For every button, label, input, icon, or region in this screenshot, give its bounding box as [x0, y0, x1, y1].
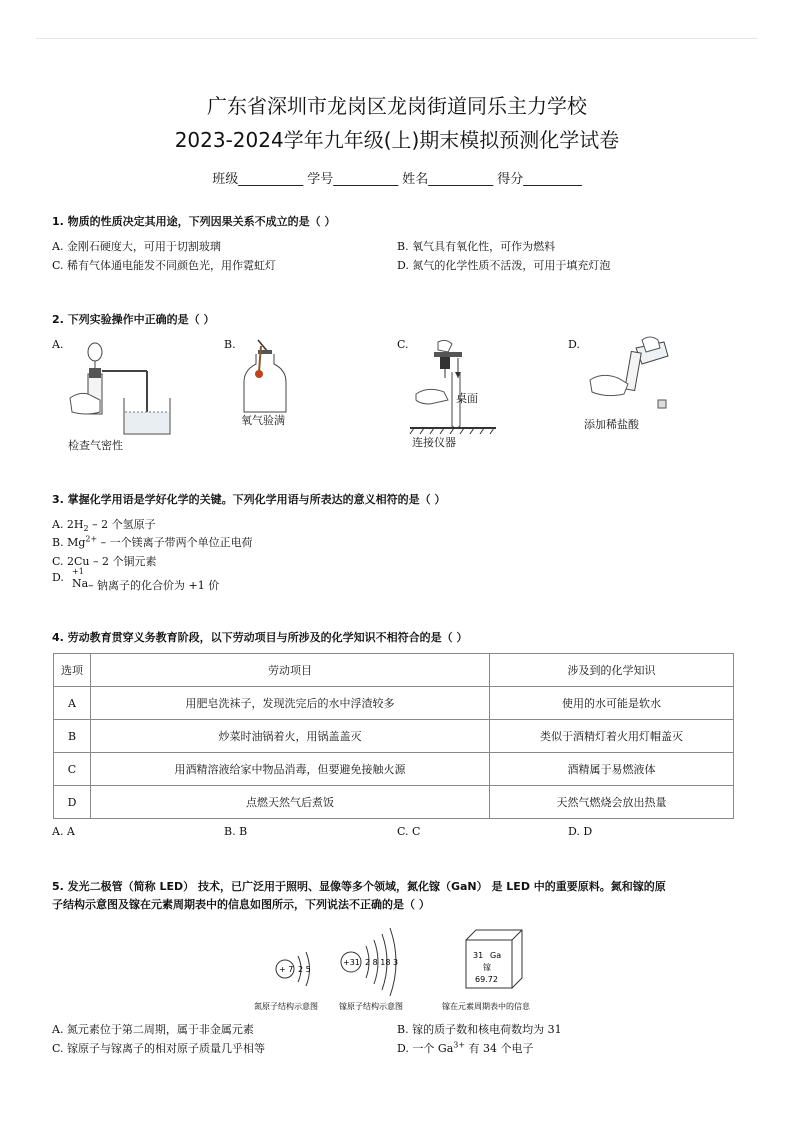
table-cell: 用肥皂洗袜子，发现洗完后的水中浮渣较多	[91, 687, 490, 720]
q3-d-letter: D.	[52, 571, 64, 584]
q1-option-d[interactable]: D. 氮气的化学性质不活泼，可用于填充灯泡	[397, 259, 611, 272]
q2-option-b-letter[interactable]: B.	[224, 338, 236, 351]
n-nucleus-label: + 7	[279, 965, 294, 974]
table-caption: 镓在元素周期表中的信息	[442, 1002, 530, 1011]
q5-stem-line1: 5. 发光二极管（简称 LED） 技术，已广泛用于照明、显像等多个领域，氮化镓（GaN） 是 LED 中的重要原料。氮和镓的原	[52, 880, 666, 893]
q4-option-d[interactable]: D. D	[568, 825, 593, 838]
q3-a-subscript: 2	[83, 524, 89, 534]
table-row	[54, 786, 734, 819]
q3-a-text: – 2 个氢原子	[88, 518, 156, 531]
table-cell: 天然气燃烧会放出热量	[490, 786, 734, 819]
cell-symbol: Ga	[490, 951, 502, 960]
table-cell: 用酒精溶液给家中物品消毒，但要避免接触火源	[91, 753, 490, 786]
q2-a-caption: 检查气密性	[68, 439, 123, 452]
table-header-row	[54, 654, 734, 687]
q2-option-d-letter[interactable]: D.	[568, 338, 580, 351]
q1-option-b[interactable]: B. 氧气具有氧化性，可作为燃料	[397, 240, 556, 253]
airtight-check-figure	[62, 338, 182, 438]
n-shells-label: 2 5	[298, 965, 311, 974]
q2-c-caption: 连接仪器	[412, 436, 456, 449]
q4-table	[53, 653, 734, 819]
q3-d-valence: +1	[72, 567, 84, 576]
q2-stem: 2. 下列实验操作中正确的是（ ）	[52, 313, 215, 326]
q5-option-d[interactable]	[397, 1040, 534, 1056]
add-acid-figure	[584, 334, 676, 416]
table-cell: B	[54, 720, 91, 753]
table-cell: 酒精属于易燃液体	[490, 753, 734, 786]
table-cell: 使用的水可能是软水	[490, 687, 734, 720]
q3-b-text: – 一个镁离子带两个单位正电荷	[97, 536, 253, 549]
q3-a-prefix: A. 2H	[52, 518, 84, 531]
page-title-line2: 2023-2024学年九年级(上)期末模拟预测化学试卷	[174, 128, 620, 152]
q5-d-prefix: D. 一个 Ga	[397, 1042, 454, 1055]
q5-option-a[interactable]: A. 氮元素位于第二周期，属于非金属元素	[52, 1023, 254, 1036]
q1-stem: 1. 物质的性质决定其用途，下列因果关系不成立的是（ ）	[52, 215, 336, 228]
table-cell: D	[54, 786, 91, 819]
q2-b-caption: 氧气验满	[241, 414, 285, 427]
class-field[interactable]: 班级__________	[212, 172, 304, 187]
q4-option-a[interactable]: A. A	[52, 825, 75, 838]
q3-option-c[interactable]: C. 2Cu – 2 个铜元素	[52, 555, 157, 568]
q2-option-c-letter[interactable]: C.	[397, 338, 409, 351]
oxygen-test-figure	[236, 336, 296, 414]
page-title-line1: 广东省深圳市龙岗区龙岗街道同乐主力学校	[207, 94, 587, 118]
q5-option-c[interactable]: C. 镓原子与镓离子的相对原子质量几乎相等	[52, 1042, 266, 1055]
number-field[interactable]: 学号__________	[307, 172, 399, 187]
score-field[interactable]: 得分_________	[497, 172, 582, 187]
name-field[interactable]: 姓名__________	[402, 172, 494, 187]
q5-figure	[254, 918, 560, 1018]
ga-shells-label: 2 8 18 3	[365, 958, 399, 967]
table-cell: 类似于酒精灯着火用灯帽盖灭	[490, 720, 734, 753]
q3-option-a[interactable]	[52, 516, 156, 533]
q1-option-a[interactable]: A. 金刚石硬度大，可用于切割玻璃	[52, 240, 221, 253]
q5-d-text: 有 34 个电子	[465, 1042, 534, 1055]
q4-stem: 4. 劳动教育贯穿义务教育阶段，以下劳动项目与所涉及的化学知识不相符合的是（ ）	[52, 631, 468, 644]
q2-c-desk-label: 桌面	[456, 392, 478, 405]
q3-b-prefix: B. Mg	[52, 536, 86, 549]
q1-option-c[interactable]: C. 稀有气体通电能发不同颜色光，用作霓虹灯	[52, 259, 277, 272]
n-caption: 氮原子结构示意图	[254, 1002, 318, 1011]
ga-caption: 镓原子结构示意图	[339, 1002, 403, 1011]
table-row	[54, 753, 734, 786]
table-cell: A	[54, 687, 91, 720]
table-row	[54, 720, 734, 753]
cell-mass: 69.72	[475, 975, 498, 984]
table-cell: 点燃天然气后煮饭	[91, 786, 490, 819]
q3-d-text: – 钠离子的化合价为 +1 价	[88, 579, 220, 592]
table-header-cell: 劳动项目	[91, 654, 490, 687]
cell-atomic-number: 31	[473, 951, 484, 960]
q3-option-d[interactable]	[52, 567, 312, 592]
q4-option-c[interactable]: C. C	[397, 825, 421, 838]
cell-name: 镓	[483, 963, 491, 972]
q2-option-a-letter[interactable]: A.	[52, 338, 64, 351]
table-cell: 炒菜时油锅着火，用锅盖盖灭	[91, 720, 490, 753]
table-cell: C	[54, 753, 91, 786]
q3-d-element: Na	[72, 577, 89, 590]
q3-option-b[interactable]	[52, 534, 253, 550]
q2-d-caption: 添加稀盐酸	[584, 418, 639, 431]
q3-stem: 3. 掌握化学用语是学好化学的关键。下列化学用语与所表达的意义相符的是（ ）	[52, 493, 446, 506]
table-row	[54, 687, 734, 720]
connect-apparatus-figure	[408, 338, 498, 436]
q5-d-superscript: 3+	[453, 1040, 466, 1050]
q3-b-superscript: 2+	[85, 534, 98, 544]
header-rule	[36, 38, 758, 39]
table-header-cell: 选项	[54, 654, 91, 687]
q5-option-b[interactable]: B. 镓的质子数和核电荷数均为 31	[397, 1023, 562, 1036]
table-header-cell: 涉及到的化学知识	[490, 654, 734, 687]
q5-stem-line2: 子结构示意图及镓在元素周期表中的信息如图所示，下列说法不正确的是（ ）	[52, 898, 430, 911]
q4-option-b[interactable]: B. B	[224, 825, 248, 838]
ga-nucleus-label: +31	[343, 958, 360, 967]
student-info	[0, 168, 794, 187]
